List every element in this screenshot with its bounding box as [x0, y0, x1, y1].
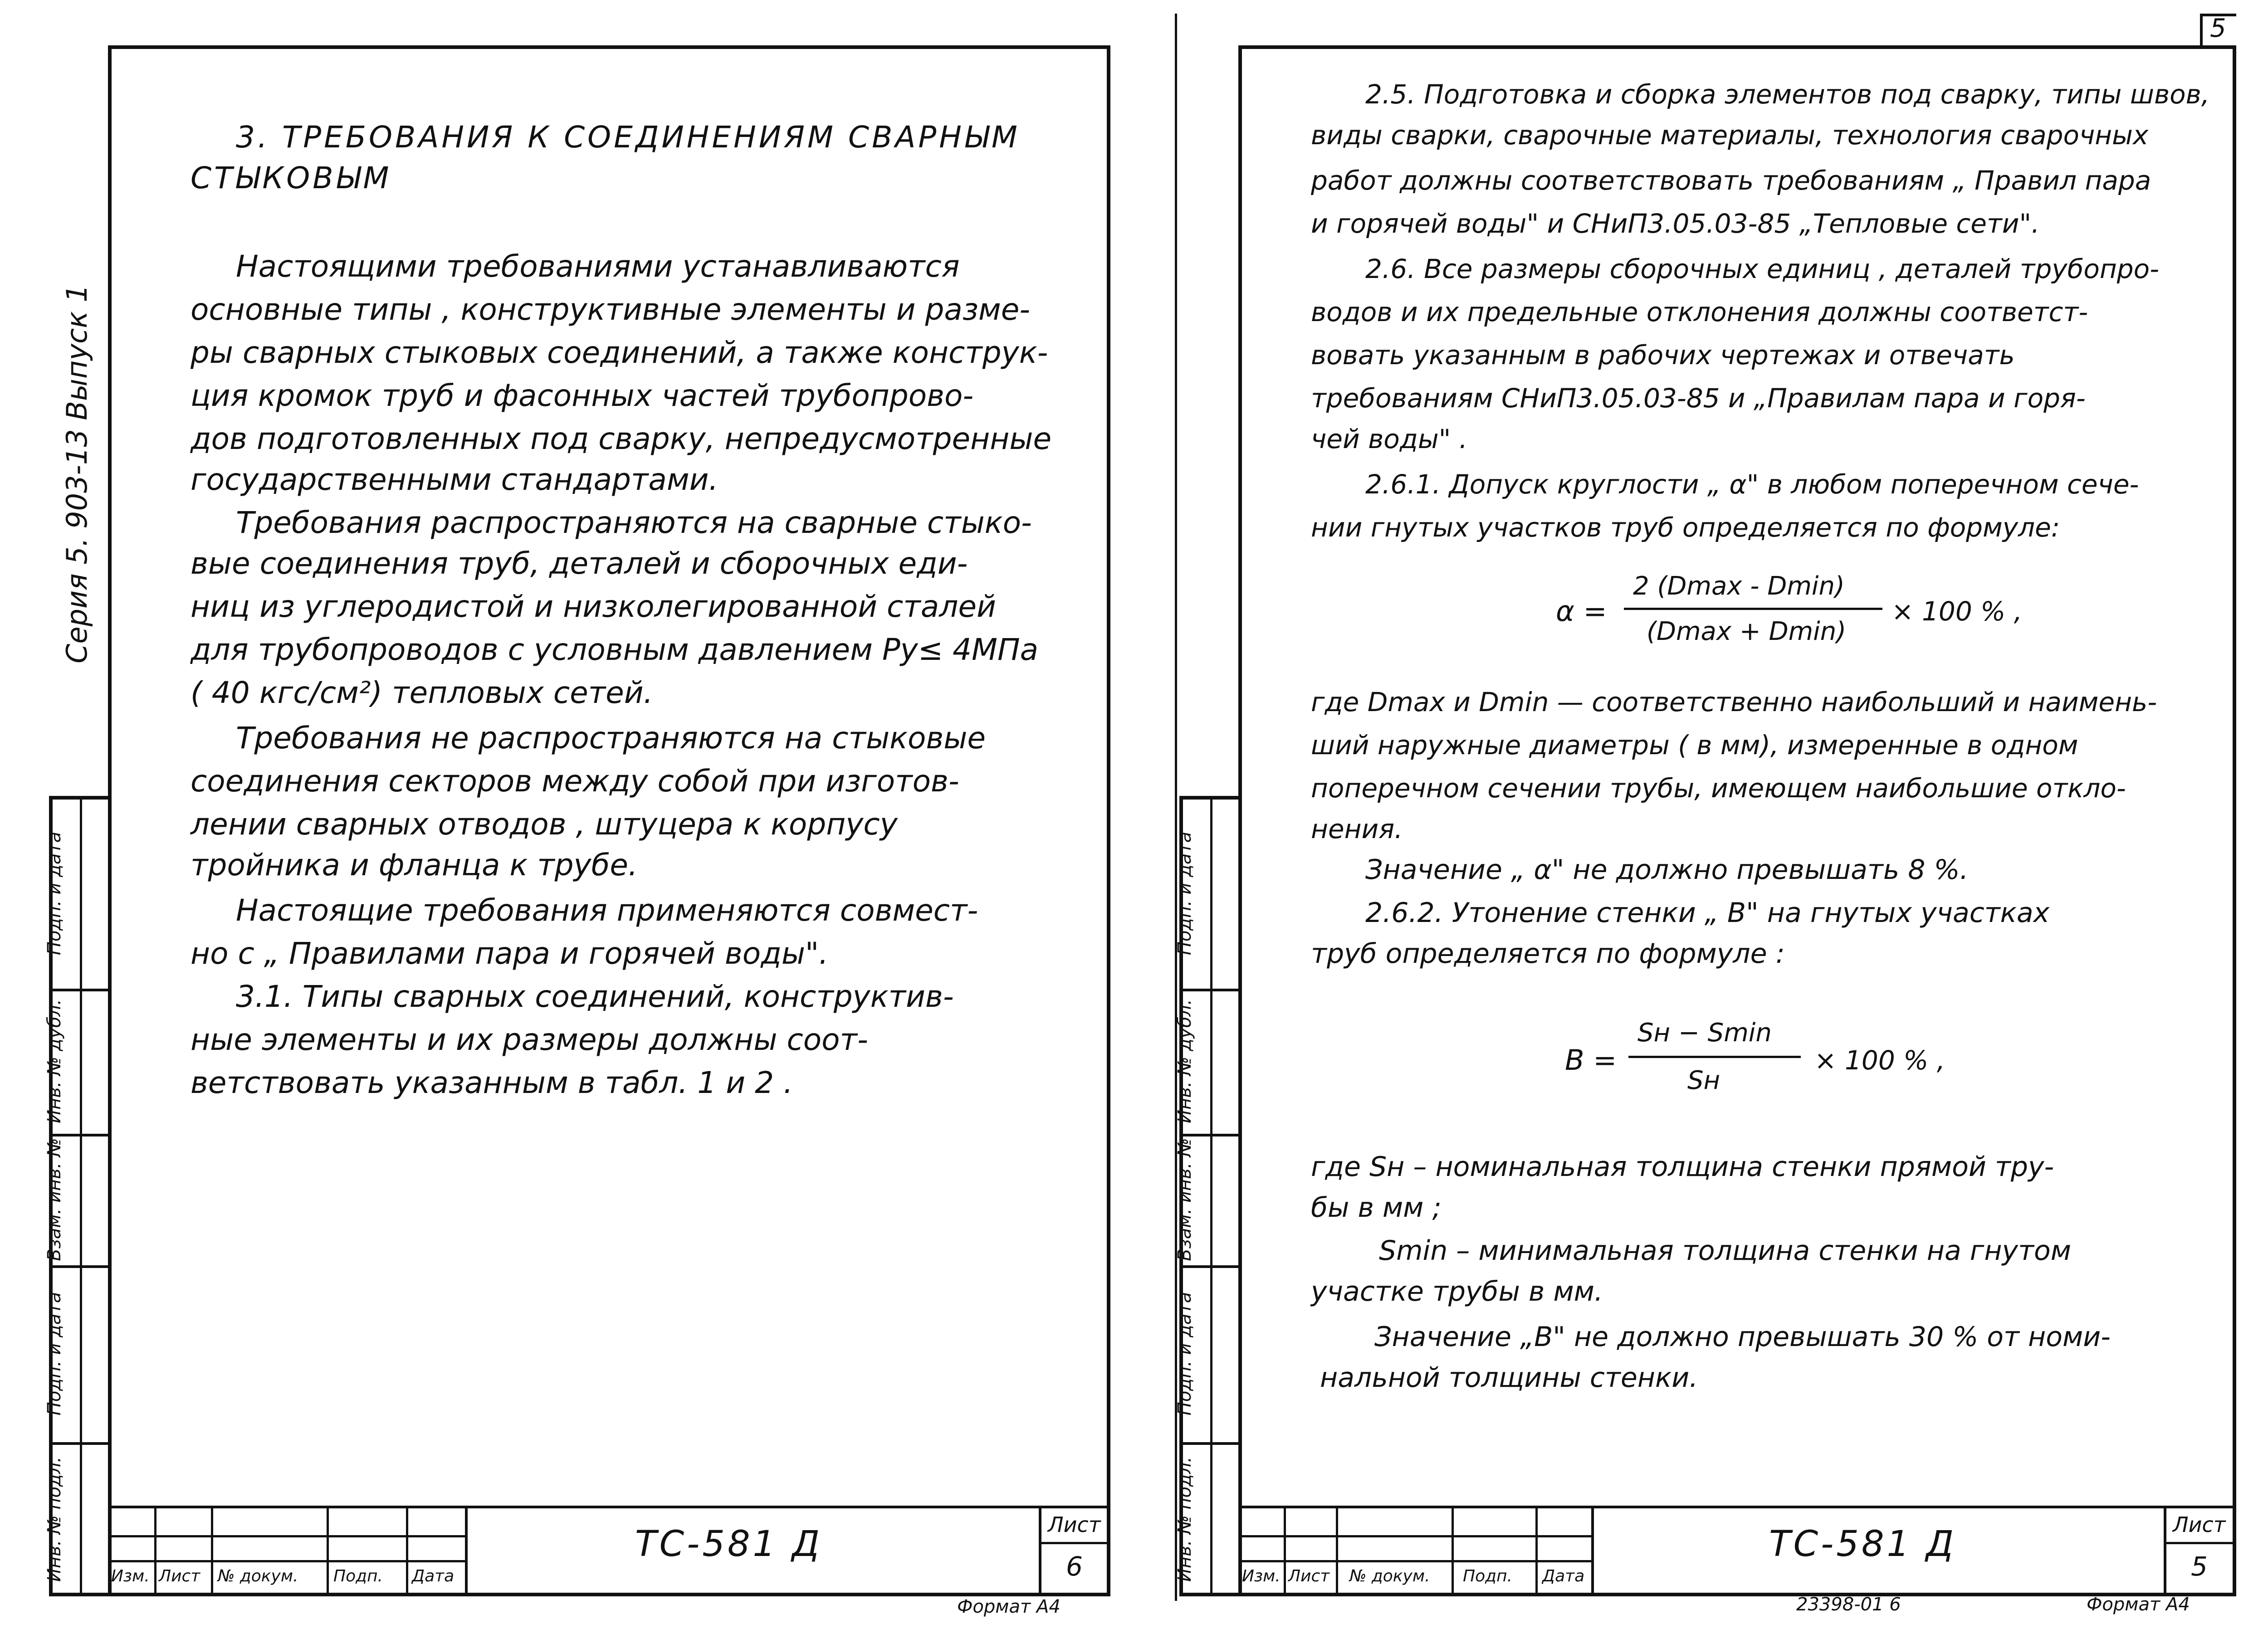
sheet-label: Лист — [1048, 1512, 1101, 1537]
text-line: где Dmax и Dmin — соответственно наибольший и наимень- — [1311, 687, 2157, 717]
text-line: бы в мм ; — [1311, 1192, 1442, 1224]
side-field-replace-inv: Взам. инв. № — [1174, 1138, 1195, 1261]
side-field-orig-inv: Инв. № подл. — [44, 1457, 65, 1582]
format-label: Формат А4 — [2087, 1594, 2190, 1615]
sheet-label: Лист — [2173, 1512, 2226, 1537]
col-doc-number: № докум. — [1349, 1567, 1430, 1585]
formula-lhs: α = — [1556, 595, 1607, 628]
text-line: ( 40 кгс/см²) тепловых сетей. — [191, 675, 653, 710]
text-line: ция кромок труб и фасонных частей трубопрово- — [191, 378, 974, 413]
side-field-orig-inv: Инв. № подл. — [1174, 1457, 1195, 1582]
text-line: участке трубы в мм. — [1311, 1276, 1603, 1307]
archive-number: 23398-01 6 — [1796, 1594, 1901, 1615]
text-line: Настоящими требованиями устанавливаются — [236, 249, 960, 284]
document-code: ТС-581 Д — [1769, 1524, 1956, 1565]
text-line: чей воды" . — [1311, 424, 1468, 454]
formula-lhs: В = — [1565, 1044, 1617, 1077]
side-field-dup-inv: Инв. № дубл. — [44, 999, 65, 1123]
text-line: нии гнутых участков труб определяется по формуле: — [1311, 512, 2060, 543]
text-line: нения. — [1311, 814, 1403, 844]
formula-denominator: Sн — [1687, 1066, 1721, 1095]
text-line: 2.6.2. Утонение стенки „ В" на гнутых участках — [1365, 897, 2050, 929]
fraction-bar — [1628, 1056, 1801, 1058]
text-line: поперечном сечении трубы, имеющем наибольшие откло- — [1311, 773, 2126, 804]
text-line: соединения секторов между собой при изготов- — [191, 764, 959, 799]
formula-rhs: × 100 % , — [1892, 596, 2023, 627]
text-line: дов подготовленных под сварку, непредусмотренные — [191, 421, 1052, 456]
text-line: вые соединения труб, деталей и сборочных еди- — [191, 546, 968, 581]
col-signature: Подп. — [333, 1567, 383, 1585]
text-line: ший наружные диаметры ( в мм), измеренные в одном — [1311, 730, 2078, 761]
section-heading: 3. ТРЕБОВАНИЯ К СОЕДИНЕНИЯМ СВАРНЫМ — [236, 120, 1020, 155]
side-field-dup-inv: Инв. № дубл. — [1174, 999, 1195, 1123]
text-line: Smin – минимальная толщина стенки на гнутом — [1379, 1235, 2071, 1267]
sheet-number: 6 — [1066, 1551, 1083, 1582]
col-doc-number: № докум. — [218, 1567, 298, 1585]
text-line: Настоящие требования применяются совмест- — [236, 893, 978, 928]
sheet-number: 5 — [2191, 1551, 2208, 1582]
formula-denominator: (Dmax + Dmin) — [1647, 617, 1847, 646]
text-line: ниц из углеродистой и низколегированной сталей — [191, 589, 996, 624]
side-field-sign-date-2: Подп. и дата — [44, 1292, 65, 1416]
corner-page-number: 5 — [2210, 14, 2226, 43]
text-line: для трубопроводов с условным давлением Pу≤ 4МПа — [191, 632, 1039, 667]
formula-rhs: × 100 % , — [1814, 1045, 1945, 1076]
side-field-replace-inv: Взам. инв. № — [44, 1138, 65, 1261]
text-line: труб определяется по формуле : — [1311, 938, 1785, 970]
text-line: требованиям СНиП3.05.03-85 и „Правилам пара и горя- — [1311, 383, 2086, 414]
series-label: Серия 5. 903-13 Выпуск 1 — [60, 284, 93, 663]
text-line: работ должны соответствовать требованиям „ Правил пара — [1311, 165, 2151, 196]
side-field-sign-date-1: Подп. и дата — [44, 831, 65, 956]
col-signature: Подп. — [1463, 1567, 1512, 1585]
formula-numerator: Sн − Smin — [1637, 1018, 1772, 1048]
text-line: 2.6.1. Допуск круглости „ α" в любом поперечном сече- — [1365, 469, 2139, 500]
text-line: 2.6. Все размеры сборочных единиц , деталей трубопро- — [1365, 254, 2159, 284]
text-line: водов и их предельные отклонения должны соответст- — [1311, 297, 2088, 327]
text-line: где Sн – номинальная толщина стенки прямой тру- — [1311, 1151, 2054, 1183]
section-heading-cont: СТЫКОВЫМ — [191, 161, 392, 195]
text-line: вовать указанным в рабочих чертежах и отвечать — [1311, 340, 2015, 371]
document-code: ТС-581 Д — [635, 1524, 822, 1565]
text-line: нальной толщины стенки. — [1320, 1362, 1698, 1394]
text-line: виды сварки, сварочные материалы, технология сварочных — [1311, 120, 2149, 151]
col-change: Изм. — [1242, 1567, 1281, 1585]
text-line: Требования распространяются на сварные стыко- — [236, 505, 1032, 540]
text-line: тройника и фланца к трубе. — [191, 848, 638, 883]
side-field-sign-date-2: Подп. и дата — [1174, 1292, 1195, 1416]
col-change: Изм. — [111, 1567, 150, 1585]
format-label: Формат А4 — [957, 1596, 1061, 1617]
text-line: 2.5. Подготовка и сборка элементов под сварку, типы швов, — [1365, 79, 2210, 110]
col-sheet: Лист — [1288, 1567, 1330, 1585]
formula-numerator: 2 (Dmax - Dmin) — [1633, 571, 1845, 601]
text-line: лении сварных отводов , штуцера к корпусу — [191, 807, 898, 842]
text-line: и горячей воды" и СНиП3.05.03-85 „Тепловые сети". — [1311, 208, 2040, 239]
text-line: государственными стандартами. — [191, 462, 719, 497]
col-date: Дата — [412, 1567, 455, 1585]
text-line: Требования не распространяются на стыковые — [236, 721, 986, 756]
col-sheet: Лист — [159, 1567, 200, 1585]
text-line: Значение „В" не должно превышать 30 % от номи- — [1374, 1321, 2111, 1353]
text-line: Значение „ α" не должно превышать 8 %. — [1365, 854, 1969, 886]
text-line: но с „ Правилами пара и горячей воды". — [191, 936, 829, 971]
side-field-sign-date-1: Подп. и дата — [1174, 831, 1195, 956]
text-line: основные типы , конструктивные элементы и разме- — [191, 292, 1031, 327]
text-line: ры сварных стыковых соединений, а также конструк- — [191, 335, 1048, 370]
text-line: 3.1. Типы сварных соединений, конструктив- — [236, 979, 954, 1014]
text-line: ветствовать указанным в табл. 1 и 2 . — [191, 1065, 793, 1100]
col-date: Дата — [1542, 1567, 1585, 1585]
text-line: ные элементы и их размеры должны соот- — [191, 1022, 868, 1057]
